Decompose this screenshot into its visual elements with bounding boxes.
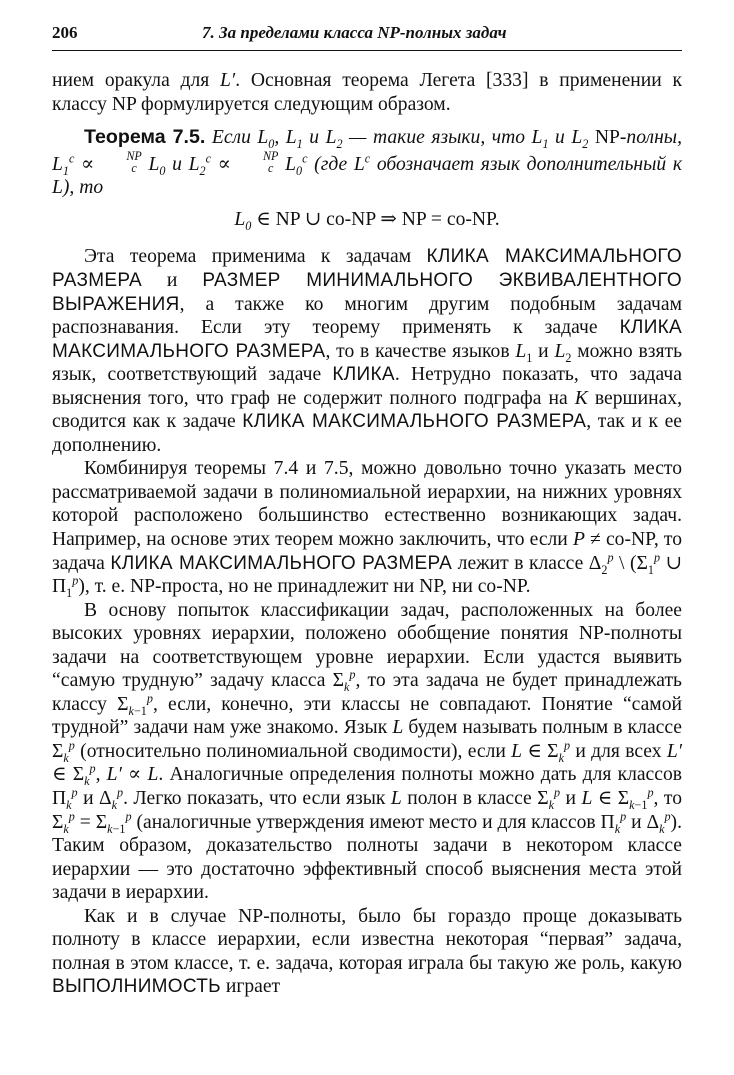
theorem-formula: $L_0$ ∈ NP ∪ co-NP ⇒ NP = co-NP. [234, 208, 500, 233]
theorem-label: Теорема 7.5. [84, 126, 206, 149]
paragraph-1: нием оракула для L′. Основная теорема Легета [333] в применении к классу NP формулируется следующим образом. [52, 70, 682, 115]
paragraph-2: Эта теорема применима к задачам КЛИКА МАКСИМАЛЬНОГО РАЗМЕРА и РАЗМЕР МИНИМАЛЬНОГО ЭКВИВАЛЕНТНОГО ВЫРАЖЕНИЯ, а также ко многим другим подобным задачам распознавания. Если эту теорему применять к задаче КЛИКА МАКСИМАЛЬНОГО РАЗМЕРА, то в качестве языков $L_1$ и $L_2$ можно взять язык, соответствующий задаче КЛИКА. Нетрудно показать, что задача выяснения того, что граф не содержит полного подграфа на K вершинах, сводится как к задаче КЛИКА МАКСИМАЛЬНОГО РАЗМЕРА, так и к ее дополнению. [52, 246, 683, 456]
book-page [52, 22, 682, 999]
running-header [52, 22, 682, 51]
paragraph-4: В основу попыток классификации задач, расположенных на более высоких уровнях иерархии, положено обобщение понятия NP-полноты задачи на соответствующем уровне иерархии. Если удастся выявить “самую трудную” задачу класса $\Sigma_k^p$, то эта задача не будет принадлежать классу $\Sigma_{k-1}^p$, если, конечно, эти классы не совпадают. Понятие “самой трудной” задачи нам уже знакомо. Язык L будем называть полным в классе $\Sigma_k^p$ (относительно полиномиальной сводимости), если L ∈ $\Sigma_k^p$ и для всех L′ ∈ $\Sigma_k^p$, L′ ∝ L. Аналогичные определения полноты можно дать для классов $\Pi_k^p$ и $\Delta_k^p$. Легко показать, что если язык L полон в классе $\Sigma_k^p$ и L ∈ $\Sigma_{k-1}^p$, то $\Sigma_k^p = \Sigma_{k-1}^p$ (аналогичные утверждения имеют место и для классов $\Pi_k^p$ и $\Delta_k^p$). Таким образом, доказательство полноты задачи в некотором классе иерархии — это достаточно эффективный способ выяснения места этой задачи в иерархии. [52, 599, 682, 904]
page-number: 206 [52, 23, 78, 42]
running-title: 7. За пределами класса NP-полных задач [202, 23, 507, 42]
body-text [52, 69, 682, 999]
paragraph-3: Комбинируя теоремы 7.4 и 7.5, можно довольно точно указать место рассматриваемой задачи в полиномиальной иерархии, на нижних уровнях которой расположено большинство естественно возникающих задач. Например, на основе этих теорем можно заключить, что если P ≠ co-NP, то задача КЛИКА МАКСИМАЛЬНОГО РАЗМЕРА лежит в классе $\Delta_2^p$ \ ($\Sigma_1^p$ ∪ $\Pi_1^p$), т. е. NP-проста, но не принадлежит ни NP, ни co-NP. [52, 458, 682, 600]
theorem-7-5: Теорема 7.5. Если $L_0$, $L_1$ и $L_2$ — такие языки, что $L_1$ и $L_2$ NP-полны, $L_1^c$ ∝ NP c $L_0$ и $L_2^c$ ∝ NP c $L_0^c$ (где $L^c$ обозначает язык дополнительный к L), то [52, 126, 682, 199]
paragraph-5: Как и в случае NP-полноты, было бы гораздо проще доказывать полноту в классе иерархии, если известна некоторая “первая” задача, полная в этом классе, т. е. задача, которая играла бы такую же роль, какую ВЫПОЛНИМОСТЬ играет [52, 905, 682, 998]
